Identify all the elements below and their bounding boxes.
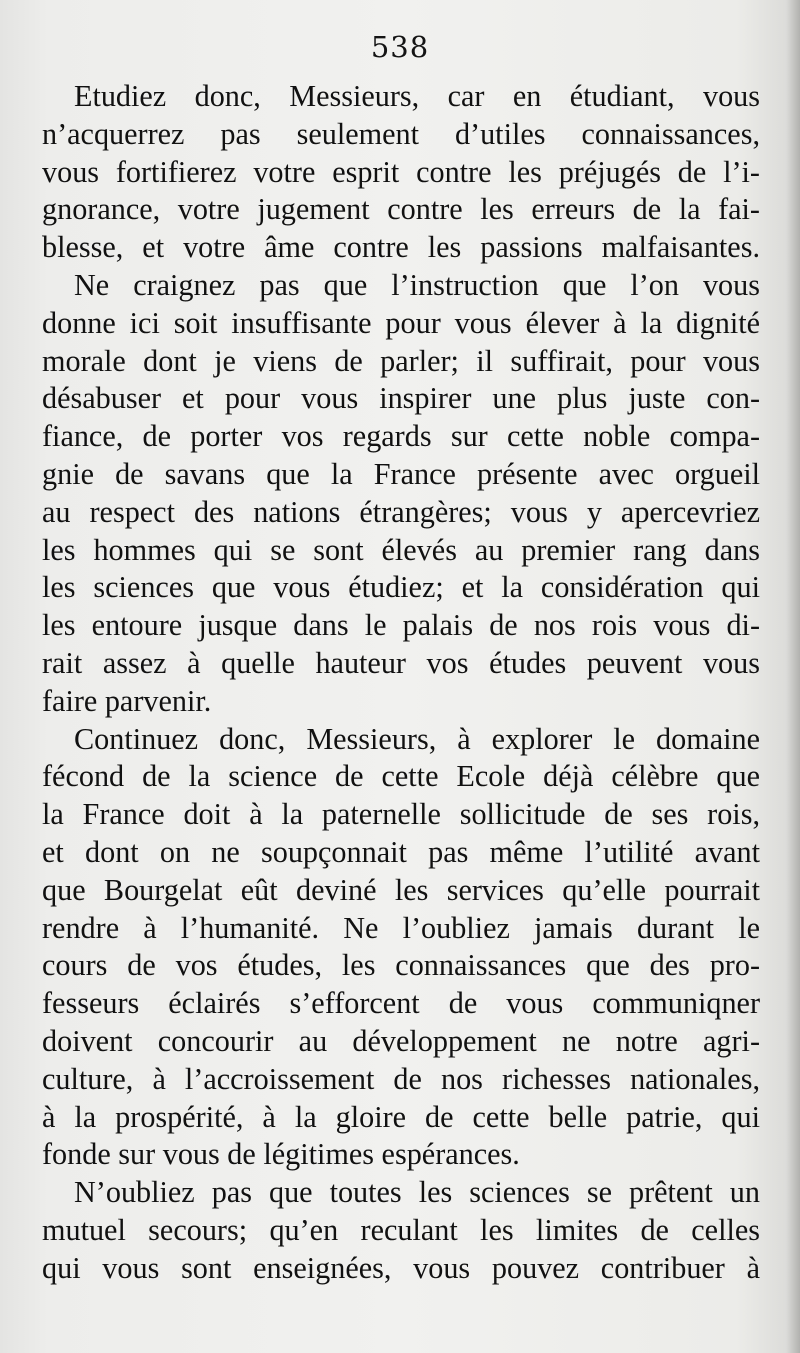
text-line: morale dont je viens de parler; il suffirait, pour vous [42,343,760,378]
text-line: Etudiez donc, Messieurs, car en étudiant, vous [74,79,760,113]
text-line: gnie de savans que la France présente avec orgueil [42,456,760,491]
page-edge-shadow [786,0,800,1353]
text-line: les hommes qui se sont élevés au premier rang dans [42,532,760,567]
page-number: 538 [370,30,430,64]
text-line: Continuez donc, Messieurs, à explorer le domaine [74,721,760,756]
text-line: mutuel secours; qu’en reculant les limites de celles [42,1212,760,1247]
text-line: fiance, de porter vos regards sur cette noble compa- [42,419,760,454]
text-line: N’oubliez pas que toutes les sciences se prêtent un [74,1175,760,1210]
text-line: doivent concourir au développement ne notre agri- [42,1023,760,1058]
text-line: fonde sur vous de légitimes espérances. [42,1137,520,1172]
text-line: les entoure jusque dans le palais de nos rois vous di- [42,608,760,643]
text-line: vous fortifierez votre esprit contre les préjugés de l’i- [42,154,760,189]
text-line: n’acquerrez pas seulement d’utiles connaissances, [42,116,760,151]
text-line: au respect des nations étrangères; vous y apercevriez [42,494,760,529]
text-line: que Bourgelat eût deviné les services qu’elle pourrait [42,872,760,907]
text-line: rait assez à quelle hauteur vos études peuvent vous [42,645,760,680]
text-line: gnorance, votre jugement contre les erreurs de la fai- [42,192,760,227]
text-line: blesse, et votre âme contre les passions malfaisantes. [42,230,760,265]
text-line: et dont on ne soupçonnait pas même l’utilité avant [42,834,760,869]
text-line: cours de vos études, les connaissances que des pro- [42,948,760,983]
text-line: la France doit à la paternelle sollicitude de ses rois, [42,797,760,832]
text-line: Ne craignez pas que l’instruction que l’on vous [74,267,760,302]
text-line: qui vous sont enseignées, vous pouvez contribuer à [42,1250,760,1285]
text-line: culture, à l’accroissement de nos richesses nationales, [42,1061,760,1096]
text-line: désabuser et pour vous inspirer une plus juste con- [42,381,760,416]
text-line: rendre à l’humanité. Ne l’oubliez jamais durant le [42,910,760,945]
text-line: à la prospérité, à la gloire de cette belle patrie, qui [42,1099,760,1134]
text-line: fécond de la science de cette Ecole déjà célèbre que [42,759,760,794]
text-line: donne ici soit insuffisante pour vous élever à la dignité [42,305,760,340]
text-line: les sciences que vous étudiez; et la considération qui [42,570,760,605]
text-line: faire parvenir. [42,683,212,718]
body-text [42,78,760,1288]
text-line: fesseurs éclairés s’efforcent de vous communiqner [42,986,760,1021]
